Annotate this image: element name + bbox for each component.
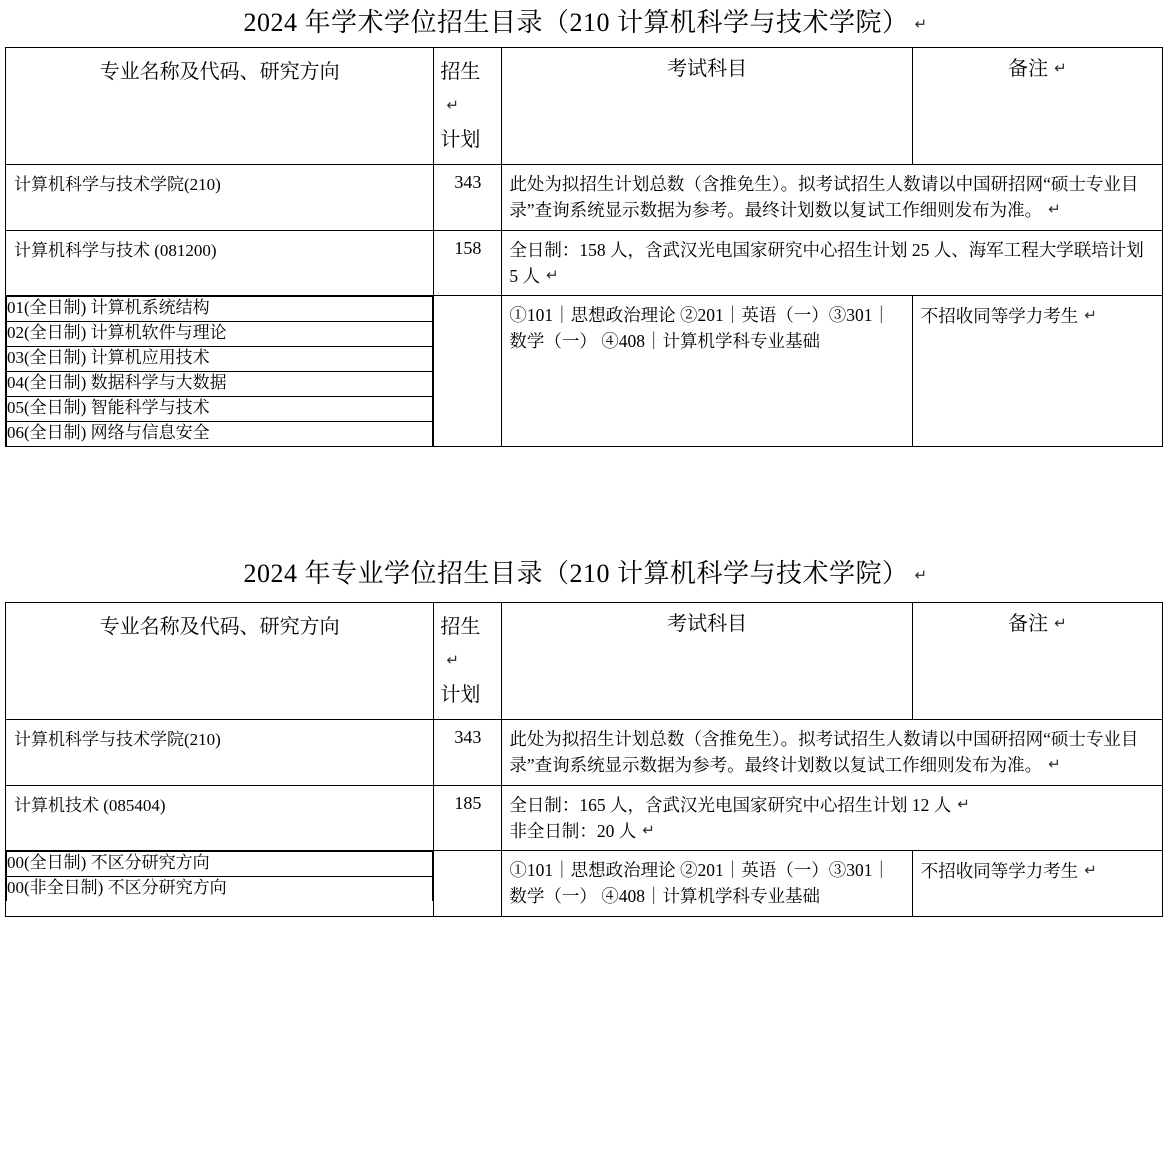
direction-text: 06(全日制) 网络与信息安全 — [7, 422, 433, 447]
section2-title — [0, 543, 1171, 602]
table-header-row — [6, 603, 1163, 720]
cell-plan-number — [434, 230, 502, 296]
exam-subjects-text: ①101｜思想政治理论 ②201｜英语（一）③301｜数学（一） ④408｜计算机学科专业基础 — [509, 305, 891, 352]
cell-exam-subjects — [502, 851, 912, 917]
cell-plan-number — [434, 785, 502, 851]
cell-subjects-note — [502, 720, 1163, 786]
pilcrow-mark: ↵ — [446, 97, 459, 114]
direction-list — [6, 851, 433, 901]
exam-subjects-text: ①101｜思想政治理论 ②201｜英语（一）③301｜数学（一） ④408｜计算机学科专业基础 — [509, 860, 891, 907]
direction-list — [6, 296, 433, 446]
plan-number-text: 185 — [454, 792, 482, 813]
cell-exam-subjects — [502, 296, 912, 447]
header-name-label: 专业名称及代码、研究方向 — [99, 616, 340, 638]
direction-text: 00(非全日制) 不区分研究方向 — [7, 877, 433, 902]
header-subjects-label: 考试科目 — [667, 58, 748, 80]
pilcrow-mark: ↵ — [1084, 307, 1097, 324]
cell-subjects-note — [502, 165, 1163, 231]
table-row — [6, 230, 1163, 296]
section1-table — [5, 47, 1163, 447]
header-plan-line2: 计划 — [440, 684, 481, 706]
pilcrow-mark: ↵ — [1054, 60, 1067, 77]
header-note-label: 备注 — [1008, 58, 1049, 80]
section-spacer — [0, 447, 1171, 543]
list-item — [7, 322, 433, 347]
subjects-text: 全日制：158 人，含武汉光电国家研究中心招生计划 25 人、海军工程大学联培计划 5 人 — [509, 239, 1144, 286]
list-item — [7, 877, 433, 902]
pilcrow-mark: ↵ — [642, 821, 655, 839]
program-name-text: 计算机技术 (085404) — [14, 795, 166, 815]
section2-title-text: 2024 年专业学位招生目录（210 计算机科学与技术学院） — [243, 559, 909, 588]
header-cell-subjects — [502, 48, 912, 165]
cell-exam-note — [912, 851, 1162, 917]
header-plan-line2: 计划 — [440, 129, 481, 151]
header-plan-line1: 招生 — [440, 61, 481, 83]
list-item — [7, 397, 433, 422]
table-row — [6, 785, 1163, 851]
subjects-text: 此处为拟招生计划总数（含推免生）。拟考试招生人数请以中国研招网“硕士专业目录”查询系统显示数据为参考。最终计划数以复试工作细则发布为准。 — [509, 174, 1139, 221]
header-plan-line1: 招生 — [440, 616, 481, 638]
direction-text: 03(全日制) 计算机应用技术 — [7, 347, 433, 372]
cell-program-name — [6, 720, 434, 786]
header-cell-plan — [434, 48, 502, 165]
pilcrow-mark: ↵ — [1048, 756, 1061, 774]
direction-text: 01(全日制) 计算机系统结构 — [7, 297, 433, 322]
cell-plan-number — [434, 165, 502, 231]
exam-note-text: 不招收同等学力考生 — [920, 306, 1079, 326]
pilcrow-mark: ↵ — [914, 16, 928, 33]
program-name-text: 计算机科学与技术 (081200) — [14, 240, 217, 260]
direction-text: 00(全日制) 不区分研究方向 — [7, 852, 433, 877]
cell-program-name — [6, 165, 434, 231]
exam-note-text: 不招收同等学力考生 — [920, 861, 1079, 881]
list-item — [7, 297, 433, 322]
header-cell-note — [912, 48, 1162, 165]
list-item — [7, 347, 433, 372]
table-row — [6, 720, 1163, 786]
cell-exam-note — [912, 296, 1162, 447]
table-row-directions — [6, 296, 1163, 447]
plan-number-text: 343 — [454, 172, 482, 192]
header-cell-plan — [434, 603, 502, 720]
header-name-label: 专业名称及代码、研究方向 — [99, 61, 340, 83]
header-cell-note — [912, 603, 1162, 720]
subjects-line1: 全日制：165 人，含武汉光电国家研究中心招生计划 12 人 — [509, 794, 952, 815]
list-item — [7, 852, 433, 877]
header-cell-name — [6, 48, 434, 165]
cell-program-name — [6, 230, 434, 296]
header-cell-name — [6, 603, 434, 720]
program-name-text: 计算机科学与技术学院(210) — [14, 175, 221, 194]
cell-subjects-note — [502, 230, 1163, 296]
pilcrow-mark: ↵ — [446, 652, 459, 669]
list-item — [7, 422, 433, 447]
direction-text: 02(全日制) 计算机软件与理论 — [7, 322, 433, 347]
cell-plan-empty — [434, 851, 502, 917]
direction-text: 04(全日制) 数据科学与大数据 — [7, 372, 433, 397]
cell-plan-empty — [434, 296, 502, 447]
list-item — [7, 372, 433, 397]
pilcrow-mark: ↵ — [1084, 862, 1097, 879]
section1-title-text: 2024 年学术学位招生目录（210 计算机科学与技术学院） — [243, 8, 909, 37]
table-row-directions — [6, 851, 1163, 917]
cell-direction-list — [6, 851, 434, 917]
pilcrow-mark: ↵ — [1048, 201, 1061, 219]
pilcrow-mark: ↵ — [914, 567, 928, 584]
subjects-text: 此处为拟招生计划总数（含推免生）。拟考试招生人数请以中国研招网“硕士专业目录”查询系统显示数据为参考。最终计划数以复试工作细则发布为准。 — [509, 729, 1139, 776]
cell-subjects-note — [502, 785, 1163, 851]
cell-direction-list — [6, 296, 434, 447]
header-subjects-label: 考试科目 — [667, 613, 748, 635]
header-note-label: 备注 — [1008, 613, 1049, 635]
pilcrow-mark: ↵ — [1054, 615, 1067, 632]
header-cell-subjects — [502, 603, 912, 720]
plan-number-text: 343 — [454, 727, 482, 747]
table-row — [6, 165, 1163, 231]
pilcrow-mark: ↵ — [546, 266, 559, 284]
plan-number-text: 158 — [454, 237, 482, 258]
cell-program-name — [6, 785, 434, 851]
cell-plan-number — [434, 720, 502, 786]
section1-title — [0, 0, 1171, 47]
direction-text: 05(全日制) 智能科学与技术 — [7, 397, 433, 422]
subjects-line2: 非全日制：20 人 — [509, 820, 637, 841]
pilcrow-mark: ↵ — [957, 795, 970, 813]
program-name-text: 计算机科学与技术学院(210) — [14, 730, 221, 749]
table-header-row — [6, 48, 1163, 165]
section2-table — [5, 602, 1163, 917]
